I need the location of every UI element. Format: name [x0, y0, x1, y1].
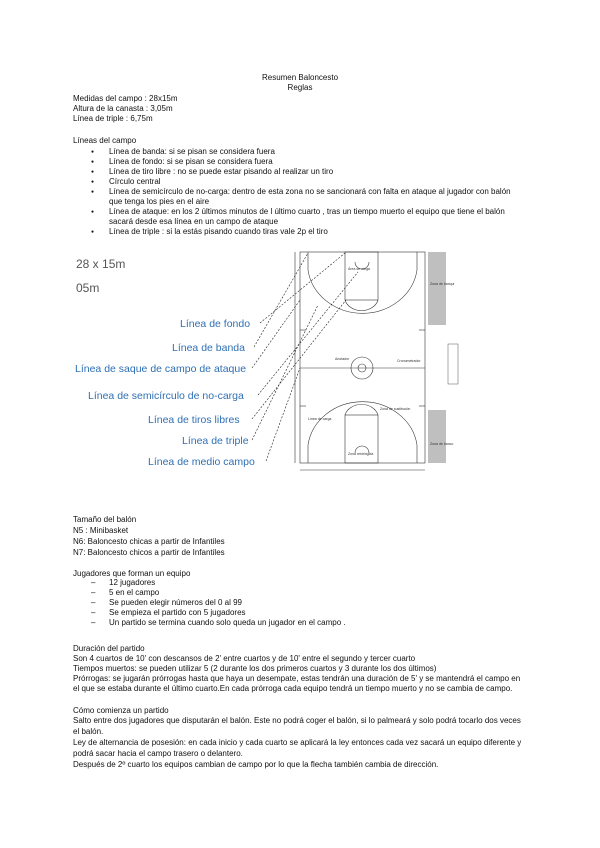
section-heading-duration: Duración del partido	[73, 644, 145, 653]
start-line: Ley de alternancia de posesión: en cada inicio y cada cuarto se aplicará la ley entonces cada vez sacará un equipo diferente y	[73, 738, 522, 747]
section-heading-start: Cómo comienza un partido	[73, 706, 169, 715]
linea-carga-label: Línea de carga	[308, 417, 332, 421]
duration-line: Prórrogas: se jugarán prórrogas hasta que haya un desempate, estas tendrán una duración de 5' y se mantendrá el campo en	[73, 674, 521, 683]
ball-item: N5 : Minibasket	[73, 526, 129, 535]
list-item: ● Línea de banda: si se pisan se considera fuera	[91, 147, 511, 157]
start-line: podrá sacar hacia el campo trasero o delantero.	[73, 749, 243, 758]
top-three-point	[308, 252, 417, 313]
bench-zone-top	[428, 252, 446, 325]
list-item: – Un partido se termina cuando solo queda un jugador en el campo .	[91, 618, 346, 628]
players-list	[91, 578, 346, 628]
page-subtitle: Reglas	[287, 83, 313, 92]
list-item: – Se empieza el partido con 5 jugadores	[91, 608, 346, 618]
label-linea-banda: Línea de banda	[172, 342, 245, 354]
list-item: ● Línea de tiro libre : no se puede estar pisando al realizar un tiro	[91, 167, 511, 177]
list-item: ● Círculo central	[91, 177, 511, 187]
pointer-line	[258, 272, 358, 395]
restringida-label: Zona restringida	[348, 452, 374, 456]
ball-item: N7: Baloncesto chicos a partir de Infantiles	[73, 548, 225, 557]
start-line: Después de 2º cuarto los equipos cambian de campo por lo que la flecha también cambia de dirección.	[73, 760, 439, 769]
zona-bottom-label: Zona de banco	[430, 442, 454, 446]
bench-zone-bottom	[428, 410, 446, 463]
cronometrador-label: Cronometrador	[397, 359, 421, 363]
measure-triple: Línea de triple : 6,75m	[73, 114, 153, 123]
list-item: ● Línea de fondo: si se pisan se considera fuera	[91, 157, 511, 167]
dimension-court: 28 x 15m	[76, 257, 126, 271]
label-linea-saque: Línea de saque de campo de ataque	[75, 363, 247, 375]
court-boundary	[300, 252, 425, 463]
duration-line: el que se estaba durante el último cuarto.En cada prórroga cada equipo tendrá un tiempo muerto y no se cambia de campo.	[73, 684, 513, 693]
section-heading-lines: Líneas del campo	[73, 136, 137, 145]
list-item: – 5 en el campo	[91, 588, 346, 598]
duration-line: Son 4 cuartos de 10' con descansos de 2' entre cuartos y de 10' entre el segundo y tercer cuarto	[73, 654, 416, 663]
label-linea-tiros-libres: Línea de tiros libres	[148, 414, 240, 426]
section-heading-players: Jugadores que forman un equipo	[73, 569, 191, 578]
label-linea-triple: Línea de triple	[182, 435, 249, 447]
section-heading-ball: Tamaño del balón	[73, 515, 137, 524]
anotador-label: Anotador	[335, 357, 350, 361]
zona-top-label: Zona de banqui	[430, 282, 455, 286]
list-item-continuation: sacará desde esa línea en un campo de ataque	[109, 217, 279, 226]
list-item: – Se pueden elegir números del 0 al 99	[91, 598, 346, 608]
list-item: – 12 jugadores	[91, 578, 346, 588]
list-item-continuation: que tenga los pies en el aire	[109, 197, 210, 206]
label-linea-semicirculo: Línea de semicírculo de no-carga	[88, 390, 244, 402]
label-linea-fondo: Línea de fondo	[180, 318, 251, 330]
duration-line: Tiempos muertos: se pueden utilizar 5 (2 durante los dos primeros cuartos y 3 durante los dos últimos)	[73, 664, 437, 673]
area-carga-label: Área de carga	[348, 267, 370, 271]
pointer-line	[252, 300, 300, 368]
top-key	[345, 252, 378, 300]
start-line: Salto entre dos jugadores que disputarán el balón. Este no podrá coger el balón, si lo palmeará y solo podrá tocarlo dos veces	[73, 716, 521, 725]
dimension-height: 05m	[76, 281, 100, 295]
ball-item: N6: Baloncesto chicas a partir de Infantiles	[73, 537, 225, 546]
page-title: Resumen Baloncesto	[261, 73, 339, 82]
list-item: ● Línea de triple : si la estás pisando cuando tiras vale 2p el tiro	[91, 227, 511, 237]
zona-sust-label: Zona de sustitución	[380, 407, 411, 411]
start-line: el balón.	[73, 727, 104, 736]
measure-basket: Altura de la canasta : 3,05m	[73, 104, 173, 113]
pointer-line	[260, 253, 345, 323]
measure-field: Medidas del campo : 28x15m	[73, 94, 178, 103]
label-linea-medio-campo: Línea de medio campo	[148, 456, 255, 468]
list-item: ● Línea de semicírculo de no-carga: dentro de esta zona no se sancionará con falta en ataque al jugador con balón	[91, 187, 511, 197]
list-item: ● Línea de ataque: en los 2 últimos minutos de l último cuarto , tras un tiempo muerto el equipo que tiene el balón	[91, 207, 511, 217]
